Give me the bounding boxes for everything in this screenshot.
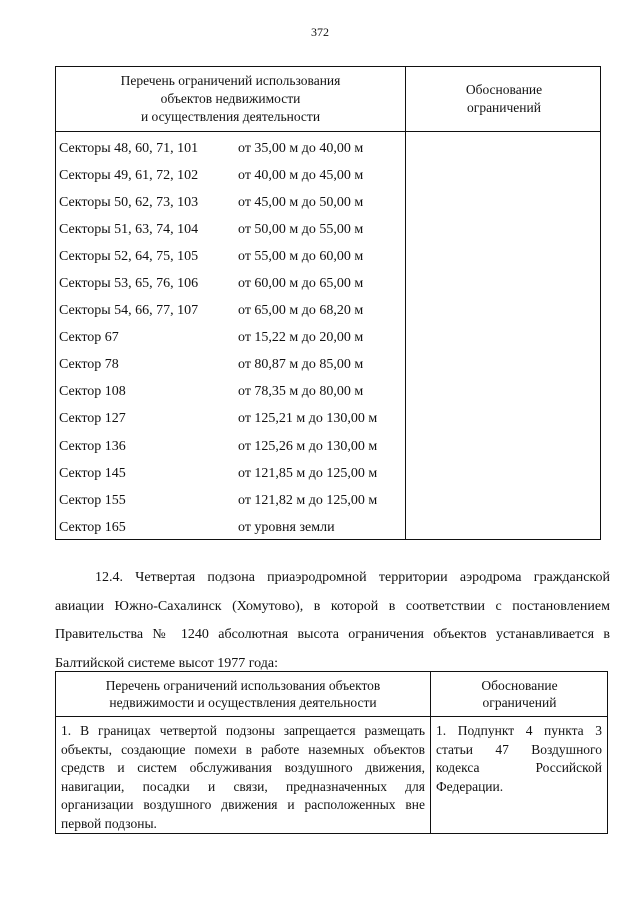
table-row — [59, 514, 402, 541]
sector-rows — [59, 135, 402, 541]
height-range: от 55,00 м до 60,00 м — [238, 248, 364, 264]
height-range: от 45,00 м до 50,00 м — [238, 194, 364, 210]
table-header-divider — [56, 716, 607, 717]
height-range: от 35,00 м до 40,00 м — [238, 140, 364, 156]
sector-label: Сектор 127 — [59, 411, 126, 427]
table-header-justification: Обоснование ограничений — [481, 678, 558, 710]
height-range: от 65,00 м до 68,20 м — [238, 303, 364, 319]
table-row — [59, 325, 402, 352]
sector-label: Сектор 165 — [59, 519, 126, 535]
sector-label: Секторы 50, 62, 73, 103 — [59, 194, 199, 210]
table-row — [59, 270, 402, 297]
justification-text: 1. Подпункт 4 пункта 3 статьи 47 Воздушного кодекса Российской Федерации. — [436, 723, 602, 794]
height-range: от 15,22 м до 20,00 м — [238, 330, 364, 346]
height-range: от 121,82 м до 125,00 м — [238, 492, 378, 508]
table-row — [59, 216, 402, 243]
table-header-restrictions: Перечень ограничений использования объектов недвижимости и осуществления деятельности — [105, 678, 381, 710]
sector-label: Сектор 67 — [59, 330, 119, 346]
restrictions-table-sectors — [55, 66, 601, 540]
height-range: от 121,85 м до 125,00 м — [238, 465, 378, 481]
height-range: от 78,35 м до 80,00 м — [238, 384, 364, 400]
sector-label: Секторы 52, 64, 75, 105 — [59, 248, 199, 264]
table-row — [59, 379, 402, 406]
table-row — [59, 298, 402, 325]
sector-label: Секторы 51, 63, 74, 104 — [59, 221, 199, 237]
height-range: от 50,00 м до 55,00 м — [238, 221, 364, 237]
table-row — [59, 406, 402, 433]
table-row — [59, 243, 402, 270]
sector-label: Сектор 155 — [59, 492, 126, 508]
subzone-paragraph: 12.4. Четвертая подзона приаэродромной территории аэродрома гражданской авиации Южно-Сахалинск (Хомутово), в которой в соответствии с постановлением Правительства № 1240 абсолютная высота ограничения объектов устанавливается в Балтийской системе высот 1977 года: — [55, 570, 610, 671]
table-row — [59, 189, 402, 216]
table-header-justification: Обоснование ограничений — [465, 82, 543, 115]
sector-label: Секторы 54, 66, 77, 107 — [59, 303, 199, 319]
height-range: от 125,21 м до 130,00 м — [238, 411, 378, 427]
height-range: от уровня земли — [238, 519, 335, 535]
table-row — [59, 487, 402, 514]
restriction-text: 1. В границах четвертой подзоны запрещается размещать объекты, создающие помехи в работе наземных объектов средств и систем обслуживания воздушного движения, навигации, посадки и связи, предназначенных для организации воздушного движения и расположенных вне первой подзоны. — [61, 723, 425, 831]
height-range: от 60,00 м до 65,00 м — [238, 276, 364, 292]
page-number: 372 — [311, 25, 329, 39]
table-header-restrictions: Перечень ограничений использования объектов недвижимости и осуществления деятельности — [120, 73, 341, 124]
height-range: от 80,87 м до 85,00 м — [238, 357, 364, 373]
height-range: от 125,26 м до 130,00 м — [238, 438, 378, 454]
height-range: от 40,00 м до 45,00 м — [238, 167, 364, 183]
table-row — [59, 135, 402, 162]
sector-label: Сектор 108 — [59, 384, 126, 400]
table-header-divider — [56, 131, 600, 132]
sector-label: Сектор 145 — [59, 465, 126, 481]
table-row — [59, 162, 402, 189]
table-row — [59, 433, 402, 460]
sector-label: Сектор 136 — [59, 438, 126, 454]
sector-label: Секторы 53, 65, 76, 106 — [59, 276, 199, 292]
sector-label: Секторы 49, 61, 72, 102 — [59, 167, 199, 183]
sector-label: Сектор 78 — [59, 357, 119, 373]
table-row — [59, 352, 402, 379]
table-column-divider — [405, 67, 406, 539]
restrictions-table-subzone-4 — [55, 671, 608, 834]
table-row — [59, 460, 402, 487]
sector-label: Секторы 48, 60, 71, 101 — [59, 140, 199, 156]
